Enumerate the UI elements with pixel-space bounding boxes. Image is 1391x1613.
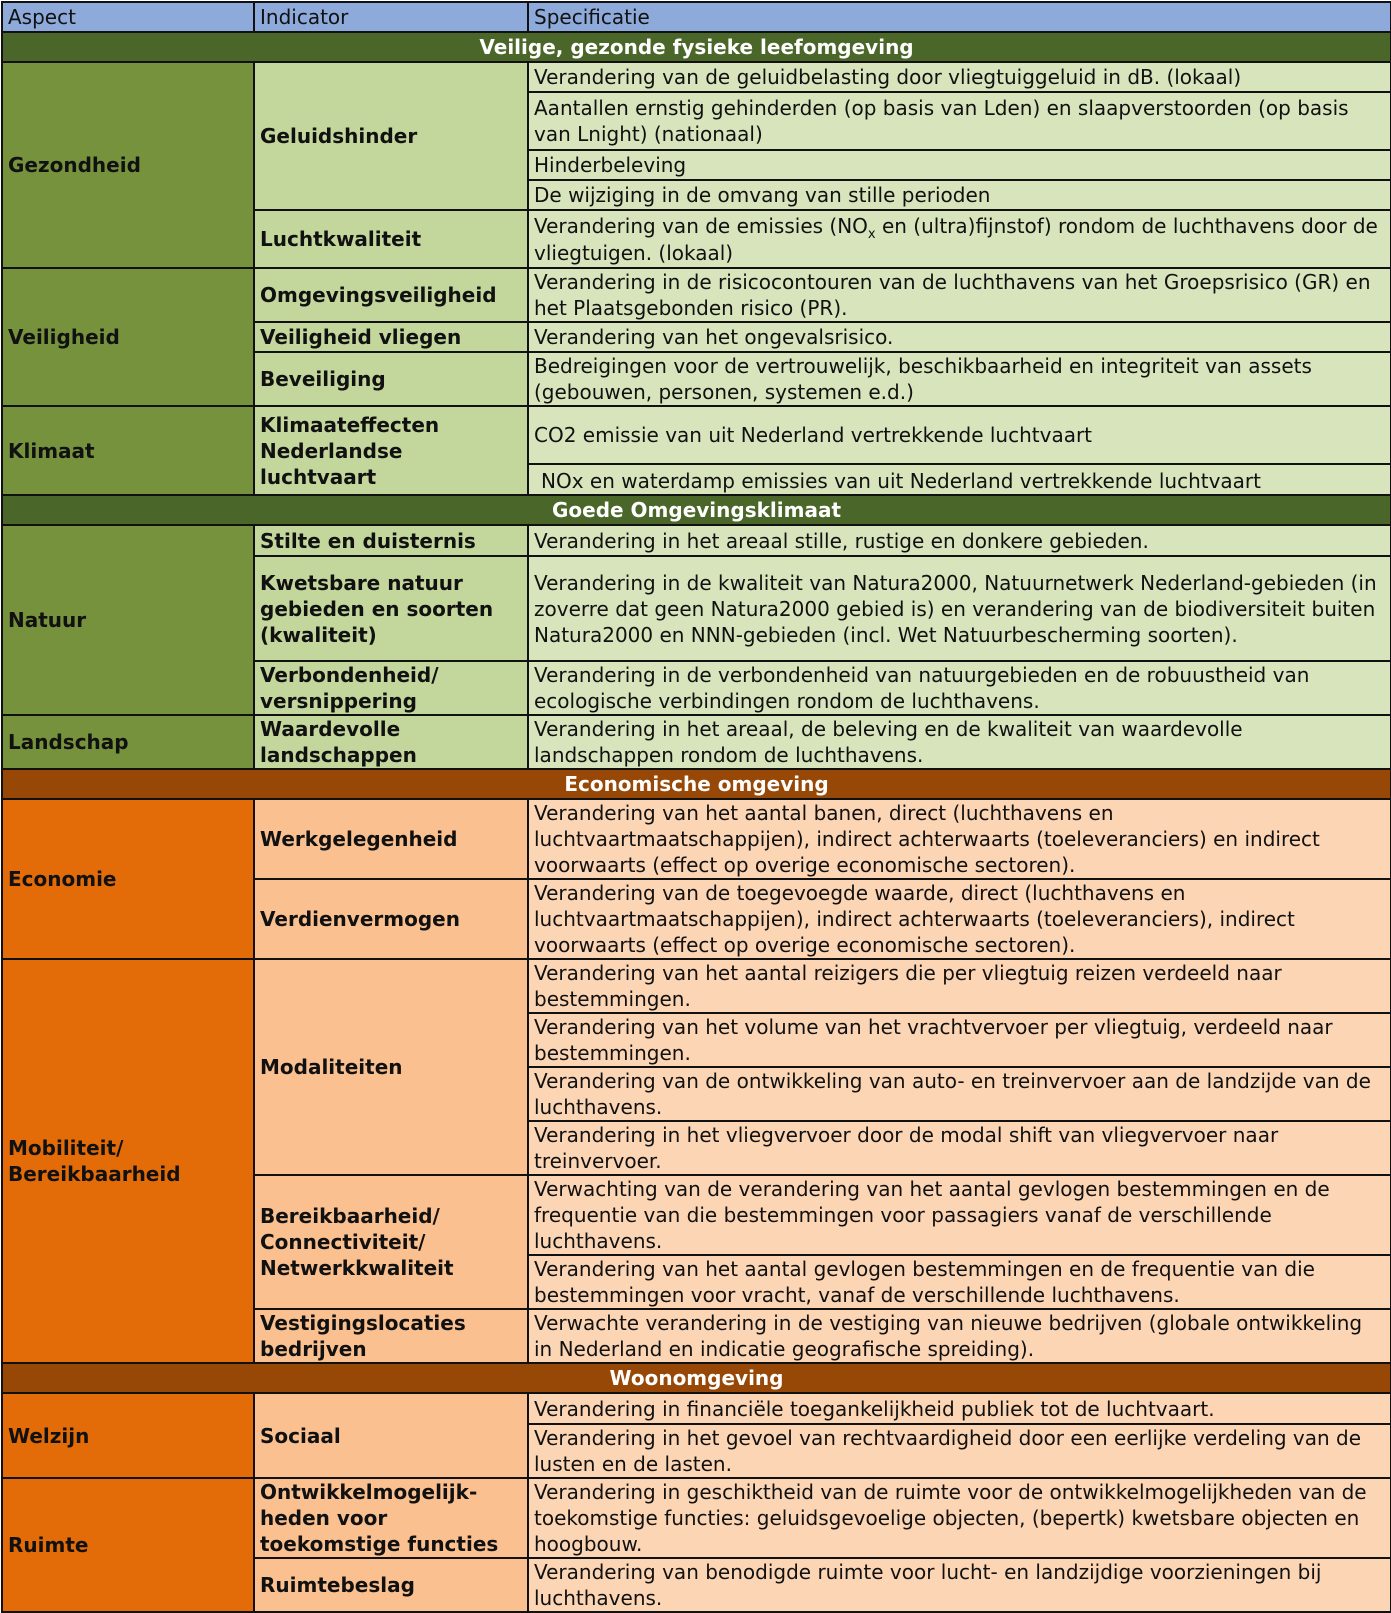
aspect-veiligheid: Veiligheid <box>2 268 254 406</box>
indicator-ruimtebeslag: Ruimtebeslag <box>254 1558 528 1612</box>
spec-ruimtebeslag: Verandering van benodigde ruimte voor lucht- en landzijdige voorzieningen bij luchthavens. <box>528 1558 1391 1612</box>
header-aspect: Aspect <box>2 2 254 32</box>
indicator-modaliteiten: Modaliteiten <box>254 959 528 1175</box>
spec-geluid-2: Aantallen ernstig gehinderden (op basis van Lden) en slaapverstoorden (op basis van Lnight) (nationaal) <box>528 92 1391 150</box>
table-row <box>2 1393 1391 1424</box>
table-row <box>2 406 1391 464</box>
indicator-veiligheid-vliegen: Veiligheid vliegen <box>254 322 528 352</box>
header-indicator: Indicator <box>254 2 528 32</box>
spec-klimaat-1: CO2 emissie van uit Nederland vertrekkende luchtvaart <box>528 406 1391 464</box>
aspect-economie: Economie <box>2 799 254 959</box>
indicator-verdienvermogen: Verdienvermogen <box>254 879 528 959</box>
aspect-mobiliteit: Mobiliteit/ Bereikbaarheid <box>2 959 254 1363</box>
spec-landschap: Verandering in het areaal, de beleving en de kwaliteit van waardevolle landschappen rondom de luchthavens. <box>528 715 1391 769</box>
indicator-kwetsbare-natuur: Kwetsbare natuur gebieden en soorten (kwaliteit) <box>254 556 528 661</box>
indicator-stilte: Stilte en duisternis <box>254 525 528 556</box>
section-row <box>2 495 1391 525</box>
header-row <box>2 2 1391 32</box>
indicator-sociaal: Sociaal <box>254 1393 528 1478</box>
spec-veiligheid-vliegen: Verandering van het ongevalsrisico. <box>528 322 1391 352</box>
spec-ontwikkel: Verandering in geschiktheid van de ruimte voor de ontwikkelmogelijkheden van de toekomstige functies: geluidsgevoelige objecten, (bepertk) kwetsbare objecten en hoogbouw. <box>528 1478 1391 1558</box>
aspect-gezondheid: Gezondheid <box>2 62 254 268</box>
indicator-table <box>1 1 1391 1613</box>
indicator-luchtkwaliteit: Luchtkwaliteit <box>254 210 528 268</box>
indicator-verbondenheid: Verbondenheid/ versnippering <box>254 661 528 715</box>
spec-verdienvermogen: Verandering van de toegevoegde waarde, direct (luchthavens en luchtvaartmaatschappijen), indirect achterwaarts (toeleveranciers), indirect voorwaarts (effect op overige economische sectoren). <box>528 879 1391 959</box>
spec-modal-1: Verandering van het aantal reizigers die per vliegtuig reizen verdeeld naar bestemmingen. <box>528 959 1391 1013</box>
table-row <box>2 799 1391 879</box>
spec-modal-3: Verandering van de ontwikkeling van auto- en treinvervoer aan de landzijde van de luchthavens. <box>528 1067 1391 1121</box>
aspect-klimaat: Klimaat <box>2 406 254 495</box>
spec-verbondenheid: Verandering in de verbondenheid van natuurgebieden en de robuustheid van ecologische verbindingen rondom de luchthavens. <box>528 661 1391 715</box>
spec-lucht-part-b: en (ultra)fijnstof) rondom de luchthavens door de vliegtuigen. (lokaal) <box>534 213 1378 265</box>
spec-bereik-1: Verwachting van de verandering van het aantal gevlogen bestemmingen en de frequentie van die bestemmingen voor passagiers vanaf de verschillende luchthavens. <box>528 1175 1391 1255</box>
spec-lucht-part-a: Verandering van de emissies (NO <box>534 213 868 238</box>
spec-werkgelegenheid: Verandering van het aantal banen, direct (luchthavens en luchtvaartmaatschappijen), indirect achterwaarts (toeleveranciers) en indirect voorwaarts (effect op overige economische sectoren). <box>528 799 1391 879</box>
section-title-omgevingsklimaat: Goede Omgevingsklimaat <box>2 495 1391 525</box>
indicator-bereikbaarheid: Bereikbaarheid/ Connectiviteit/ Netwerkkwaliteit <box>254 1175 528 1309</box>
section-title-woonomgeving: Woonomgeving <box>2 1363 1391 1393</box>
spec-lucht-subscript: x <box>867 226 876 242</box>
spec-modal-4: Verandering in het vliegvervoer door de modal shift van vliegvervoer naar treinvervoer. <box>528 1121 1391 1175</box>
spec-kwetsbare-natuur: Verandering in de kwaliteit van Natura2000, Natuurnetwerk Nederland-gebieden (in zoverre dat geen Natura2000 gebied is) en verandering van de biodiversiteit buiten Natura2000 en NNN-gebieden (incl. Wet Natuurbescherming soorten). <box>528 556 1391 661</box>
indicator-vestigingslocaties: Vestigingslocaties bedrijven <box>254 1309 528 1363</box>
spec-vestiging: Verwachte verandering in de vestiging van nieuwe bedrijven (globale ontwikkeling in Nederland en indicatie geografische spreiding). <box>528 1309 1391 1363</box>
spec-sociaal-2: Verandering in het gevoel van rechtvaardigheid door een eerlijke verdeling van de lusten en de lasten. <box>528 1424 1391 1478</box>
spec-beveiliging: Bedreigingen voor de vertrouwelijk, beschikbaarheid en integriteit van assets (gebouwen, personen, systemen e.d.) <box>528 352 1391 406</box>
aspect-landschap: Landschap <box>2 715 254 769</box>
section-title-economische-omgeving: Economische omgeving <box>2 769 1391 799</box>
section-row <box>2 1363 1391 1393</box>
spec-omgevingsveiligheid: Verandering in de risicocontouren van de luchthavens van het Groepsrisico (GR) en het Plaatsgebonden risico (PR). <box>528 268 1391 322</box>
table-row <box>2 268 1391 322</box>
section-row <box>2 32 1391 62</box>
spec-sociaal-1: Verandering in financiële toegankelijkheid publiek tot de luchtvaart. <box>528 1393 1391 1424</box>
table-row <box>2 715 1391 769</box>
spec-geluid-4: De wijziging in de omvang van stille perioden <box>528 180 1391 210</box>
aspect-ruimte: Ruimte <box>2 1478 254 1612</box>
indicator-omgevingsveiligheid: Omgevingsveiligheid <box>254 268 528 322</box>
spec-bereik-2: Verandering van het aantal gevlogen bestemmingen en de frequentie van die bestemmingen voor vracht, vanaf de verschillende luchthavens. <box>528 1255 1391 1309</box>
table-row <box>2 1478 1391 1558</box>
spec-geluid-1: Verandering van de geluidbelasting door vliegtuiggeluid in dB. (lokaal) <box>528 62 1391 92</box>
spec-luchtkwaliteit <box>528 210 1391 268</box>
aspect-natuur: Natuur <box>2 525 254 715</box>
spec-stilte: Verandering in het areaal stille, rustige en donkere gebieden. <box>528 525 1391 556</box>
indicator-waardevolle-landschappen: Waardevolle landschappen <box>254 715 528 769</box>
spec-modal-2: Verandering van het volume van het vrachtvervoer per vliegtuig, verdeeld naar bestemmingen. <box>528 1013 1391 1067</box>
spec-geluid-3: Hinderbeleving <box>528 150 1391 180</box>
header-specificatie: Specificatie <box>528 2 1391 32</box>
table-row <box>2 525 1391 556</box>
indicator-ontwikkelmogelijkheden: Ontwikkelmogelijk-heden voor toekomstige functies <box>254 1478 528 1558</box>
indicator-werkgelegenheid: Werkgelegenheid <box>254 799 528 879</box>
aspect-welzijn: Welzijn <box>2 1393 254 1478</box>
section-row <box>2 769 1391 799</box>
table-row <box>2 959 1391 1013</box>
indicator-geluidshinder: Geluidshinder <box>254 62 528 210</box>
indicator-klimaateffecten: Klimaateffecten Nederlandse luchtvaart <box>254 406 528 495</box>
spec-klimaat-2: NOx en waterdamp emissies van uit Nederland vertrekkende luchtvaart <box>528 464 1391 495</box>
section-title-veilige-leefomgeving: Veilige, gezonde fysieke leefomgeving <box>2 32 1391 62</box>
indicator-beveiliging: Beveiliging <box>254 352 528 406</box>
table-row <box>2 62 1391 92</box>
